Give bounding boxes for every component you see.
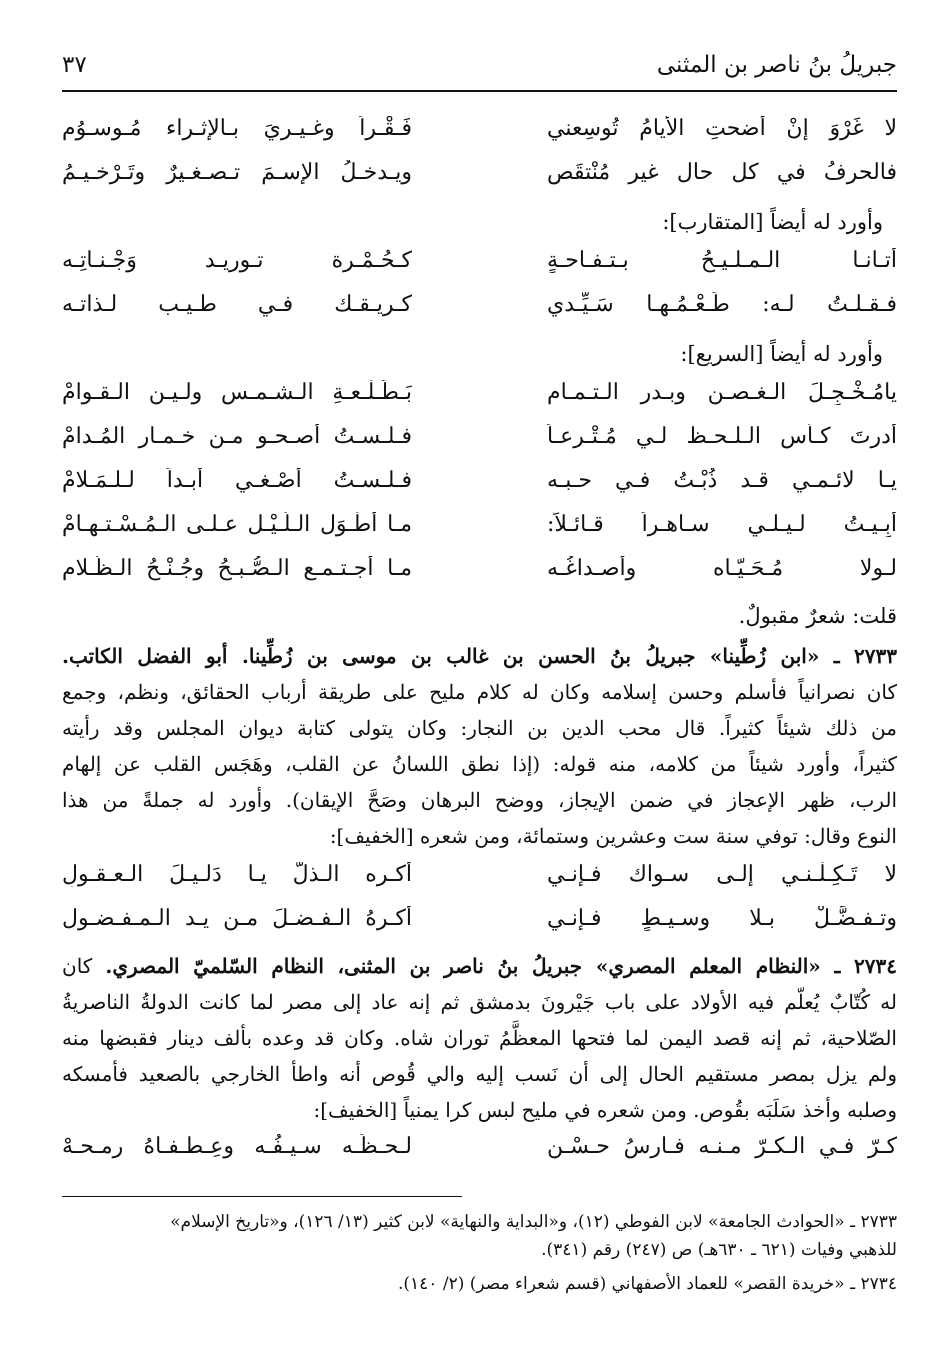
poem-intro: وأورد له أيضاً [السريع]:	[680, 342, 883, 366]
verse	[62, 376, 897, 420]
poem-block-2	[62, 244, 897, 332]
verse-hemistich-first: لـولا مُـحَـيّـاه وأصـداغُـه	[547, 556, 897, 581]
verse-hemistich-first: لا غَرْوَ إنْ أضحتِ الأيامُ تُوسِعني	[547, 116, 897, 141]
running-header	[62, 40, 897, 92]
verse-hemistich-second: مـا أجـتـمـع الـصُّـبـحُ وجُـنْـحُ الـظَّـلام	[62, 556, 412, 581]
poem-block-4	[62, 858, 897, 946]
entry-heading: ٢٧٣٤ ـ «النظام المعلم المصري» جبريلُ بنُ ناصر بن المثنى، النظام السّلميّ المصري.	[105, 954, 897, 978]
verse-hemistich-second: لـحـظُـه سـيـفُـه وعِـطـفـاهُ رمـحـهْ	[62, 1134, 412, 1159]
running-title: جبريلُ بنُ ناصر بن المثنى	[656, 52, 897, 78]
entry-2733	[62, 638, 897, 854]
verse-hemistich-first: يامُـخْـجِـلَ الـغـصـنِ وبـدر الـتـمـام	[547, 380, 897, 405]
entry-line: كان نصرانياً فأسلم وحسن إسلامه وكان له كلام مليح على طريقة أرباب الحقائق، ونظم، وجمع	[62, 680, 897, 704]
verse	[62, 112, 897, 156]
entry-heading-line	[62, 948, 897, 984]
footnote-separator	[62, 1196, 462, 1197]
verse-hemistich-first: لا تَـكِـلْـنـي إلـى سـواك فـإنـي	[547, 862, 897, 887]
entry-heading-tail: كان	[62, 954, 93, 978]
entry-line: الرب، ظهر الإعجاز في ضمن الإيجاز، ووضح البرهان وصَحَّ الإيقان). وأورد له جملةً من هذا	[62, 788, 897, 812]
entry-line: ولم يزل بمصر مستقيم الحال إلى أن نَسب إليه والي قُوص أنه واطأ الخارجي بالصعيد فأمسكه	[62, 1062, 897, 1086]
verse-hemistich-second: بَـطَـلْـعـةِ الـشـمـس ولـيـن الـقـوامْ	[62, 380, 412, 405]
verse-hemistich-first: أَبِـيـتُ لـيـلـي سـاهـراً قـائـلاً:	[547, 512, 897, 537]
verse-hemistich-first: وتـفـضَّـلْ بـلا وسـيـطٍ فـإنـي	[547, 906, 897, 931]
verse-hemistich-second: فـلـسـتُ أُصْـغـي أبـداً لـلـمَـلامْ	[62, 468, 412, 493]
footnote-line: ٢٧٣٣ ـ «الحوادث الجامعة» لابن الفوطي (١٢)، و«البداية والنهاية» لابن كثير (١٣/ ١٢٦)، و«تاريخ الإسلام»	[170, 1212, 897, 1232]
verse	[62, 464, 897, 508]
verse-hemistich-first: فالحرفُ في كل حال غير مُنْتقَص	[547, 160, 897, 185]
entry-line: له كُتّابٌ يُعلّم فيه الأولاد على باب جَيْرونَ بدمشق ثم إنه عاد إلى مصر لما كانت الدولةُ الناصريةُ	[62, 990, 897, 1014]
entry-line: كثيراً، وأورد شيئاً من كلامه، منه قوله: (إذا نطق اللسانُ عن القلب، وهَجَس القلب عن إلهام	[62, 752, 897, 776]
poem-block-3	[62, 376, 897, 596]
verse	[62, 420, 897, 464]
verse	[62, 552, 897, 596]
entry-2734	[62, 948, 897, 1128]
poem-intro: وأورد له أيضاً [المتقارب]:	[662, 210, 883, 234]
entry-line: وصلبه وأخذ سَلَبَه بقُوص. ومن شعره في مليح لبس كرا يمنياً [الخفيف]:	[313, 1098, 897, 1122]
entry-line: الصّلاحية، ثم إنه قصد اليمن لما فتحها المعظَّمُ توران شاه. وكان قد وعده بألف دينار فقبضها منه	[62, 1026, 897, 1050]
verse	[62, 156, 897, 200]
poem-block-5	[62, 1130, 897, 1174]
verse	[62, 1130, 897, 1174]
entry-line: النوع وقال: توفي سنة ست وعشرين وستمائة، ومن شعره [الخفيف]:	[329, 824, 897, 848]
verse-hemistich-second: كـحُـمْـرة تـوريـد وَجْـنـاتِـه	[62, 248, 412, 273]
book-page	[62, 40, 897, 1294]
verse-hemistich-first: يـا لائـمـي قـد ذُبْـتُ فـي حـبـه	[547, 468, 897, 493]
footnotes	[62, 1208, 897, 1298]
entry-heading: ٢٧٣٣ ـ «ابن زُطِّينا» جبريلُ بنُ الحسن بن غالب بن موسى بن زُطِّينا. أبو الفضل الكاتب.	[62, 644, 897, 668]
verse	[62, 288, 897, 332]
verse-hemistich-second: كـريـقـك فـي طـيـب لـذاتـه	[62, 292, 412, 317]
author-note: قلت: شعرٌ مقبولٌ.	[738, 604, 897, 628]
footnote-line: للذهبي وفيات (٦٢١ ـ ٦٣٠هـ) ص (٢٤٧) رقم (٣٤١).	[541, 1240, 897, 1260]
verse-hemistich-second: فَـقْـراً وغـيـريَ بـالإثـراء مُـوسـوُم	[62, 116, 412, 141]
verse-hemistich-first: أتـانـا الـمـلـيـحُ بـتـفـاحـةٍ	[547, 248, 897, 273]
footnote-line: ٢٧٣٤ ـ «خريدة القصر» للعماد الأصفهاني (قسم شعراء مصر) (٢/ ١٤٠).	[398, 1274, 897, 1294]
verse-hemistich-second: ويـدخـلُ الإسـمَ تـصـغـيرٌ وتَـرْخـيـمُ	[62, 160, 412, 185]
verse-hemistich-first: أدرتَ كـأس الـلـحـظ لـي مُـتْـرعـاً	[547, 424, 897, 449]
page-number: ٣٧	[62, 52, 87, 78]
verse	[62, 508, 897, 552]
verse-hemistich-second: أكـره الـذلّ يـا دَلـيـلَ الـعـقـولِ	[62, 862, 412, 887]
verse	[62, 902, 897, 946]
verse-hemistich-first: كـرّ فـي الـكـرّ مـنـه فـارسُ حـسْـنٍ	[547, 1134, 897, 1159]
verse-hemistich-second: فـلـسـتُ أصـحـو مـن خـمـار المُـدامْ	[62, 424, 412, 449]
verse-hemistich-first: فـقـلـتُ لـه: طَـعْـمُـهـا سَـيِّـدي	[547, 292, 897, 317]
verse-hemistich-second: أكـرهُ الـفـضـلَ مـن يـد الـمـفـضـول	[62, 906, 412, 931]
verse	[62, 858, 897, 902]
poem-block-1	[62, 112, 897, 200]
entry-line: من ذلك شيئاً كثيراً. قال محب الدين بن النجار: وكان يتولى كتابة ديوان المجلس وقد رأيته	[62, 716, 897, 740]
verse	[62, 244, 897, 288]
verse-hemistich-second: مـا أطْـوَل الـلَّـيْـل عـلـى الـمُـسْـتـهـامْ	[62, 512, 412, 537]
